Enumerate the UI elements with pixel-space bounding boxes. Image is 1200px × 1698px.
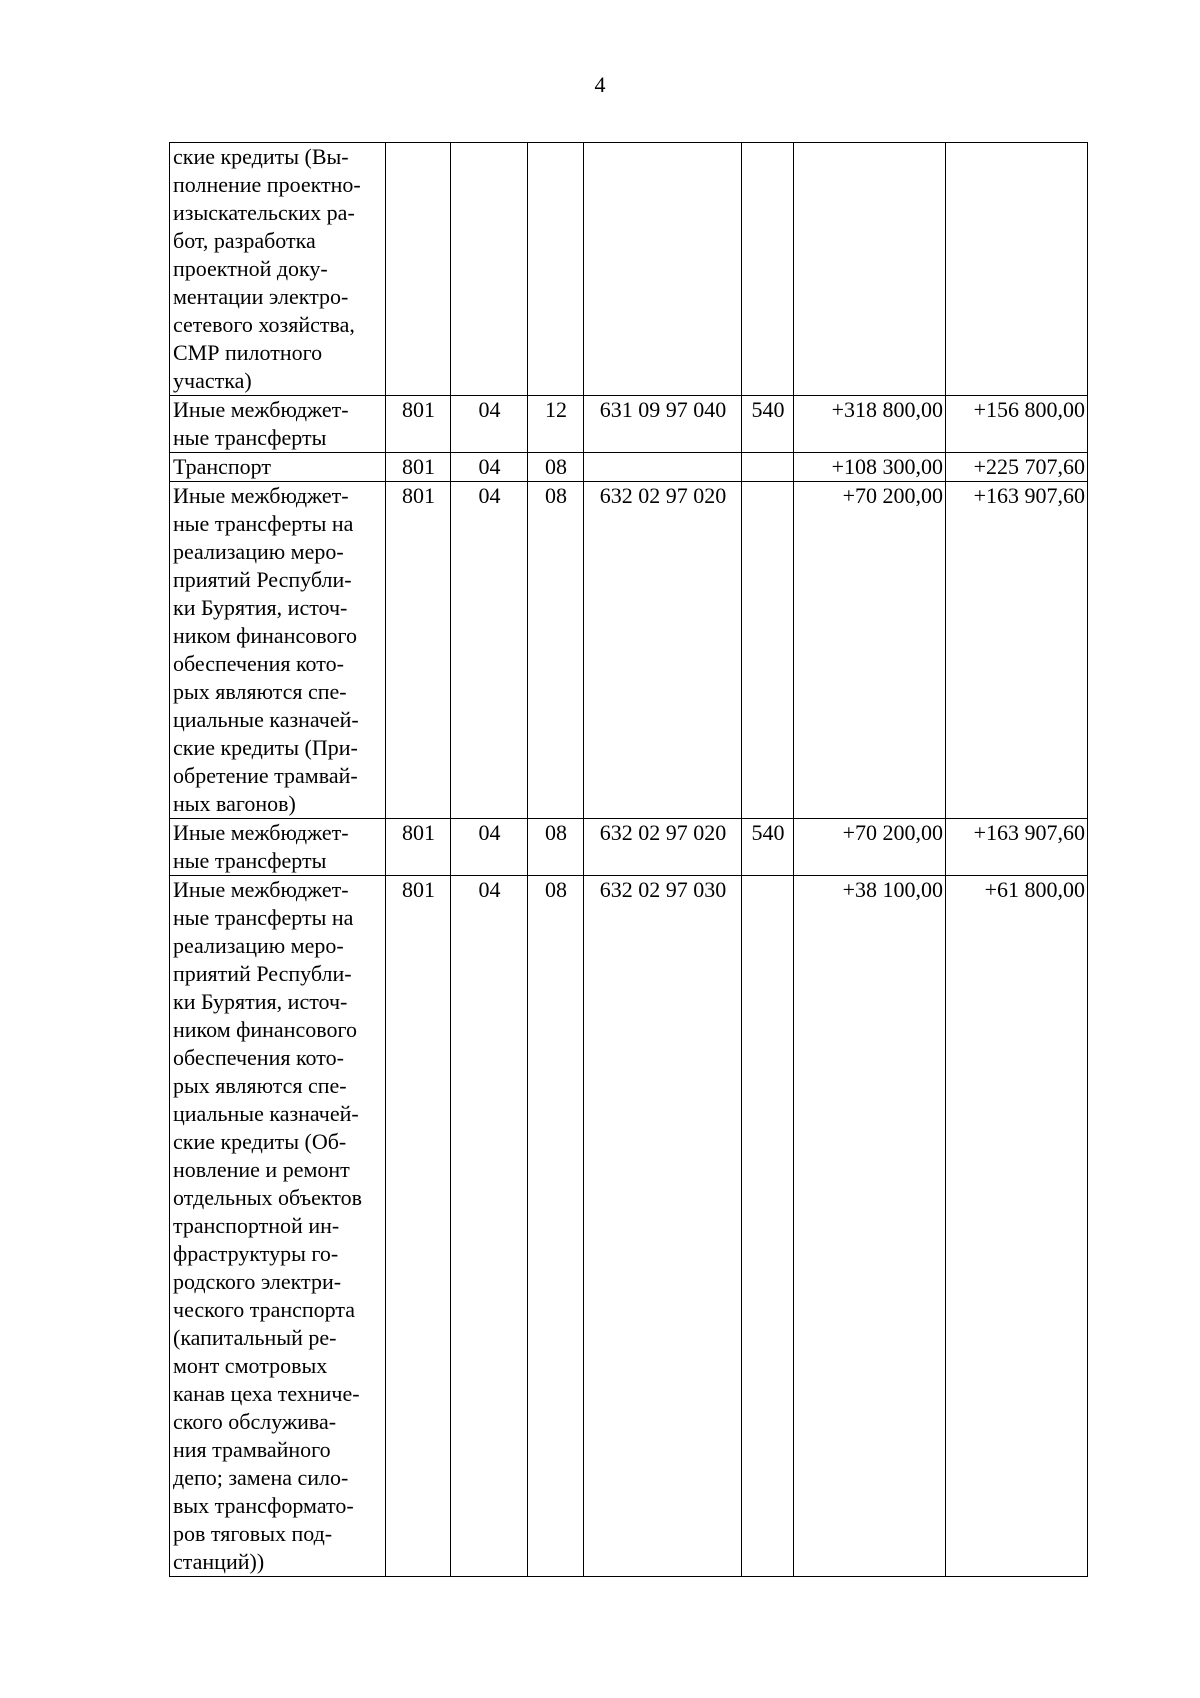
row-rz: 04: [451, 396, 528, 453]
table-row: [170, 396, 1088, 453]
budget-table: [169, 142, 1088, 1577]
row-vr: 540: [742, 396, 794, 453]
row-rz: 04: [451, 819, 528, 876]
row-pr: 12: [528, 396, 584, 453]
row-description: Транспорт: [170, 453, 386, 482]
row-csr: 632 02 97 020: [584, 482, 742, 819]
row-ved: 801: [386, 482, 451, 819]
row-sum-2: +156 800,00: [946, 396, 1088, 453]
row-sum-2: +163 907,60: [946, 482, 1088, 819]
row-sum-1: +318 800,00: [794, 396, 946, 453]
row-sum-1: +70 200,00: [794, 482, 946, 819]
row-ved: 801: [386, 453, 451, 482]
row-ved: 801: [386, 396, 451, 453]
row-description: Иные межбюджет- ные трансферты: [170, 819, 386, 876]
row-description: Иные межбюджет- ные трансферты на реализацию меро- приятий Республи- ки Бурятия, источ- ником финансового обеспечения кото- рых являются спе- циальные казначей- ские кредиты (При- обретение трамвай- ных вагонов): [170, 482, 386, 819]
row-sum-1: +108 300,00: [794, 453, 946, 482]
row-csr: 632 02 97 020: [584, 819, 742, 876]
page-number: 4: [594, 72, 606, 97]
row-rz: [451, 143, 528, 396]
row-description: Иные межбюджет- ные трансферты на реализацию меро- приятий Республи- ки Бурятия, источ- ником финансового обеспечения кото- рых являются спе- циальные казначей- ские кредиты (Об- новление и ремонт отдельных объектов транспортной ин- фраструктуры го- родского электри- ческого транспорта (капитальный ре- монт смотровых канав цеха техниче- ского обслужива- ния трамвайного депо; замена сило- вых трансформато- ров тяговых под- станций)): [170, 876, 386, 1577]
row-ved: 801: [386, 876, 451, 1577]
row-vr: [742, 876, 794, 1577]
table-row: [170, 819, 1088, 876]
row-ved: [386, 143, 451, 396]
row-pr: [528, 143, 584, 396]
row-description: ские кредиты (Вы- полнение проектно- изыскательских ра- бот, разработка проектной доку- ментации электро- сетевого хозяйства, СМР пилотного участка): [170, 143, 386, 396]
row-ved: 801: [386, 819, 451, 876]
row-csr: 631 09 97 040: [584, 396, 742, 453]
row-pr: 08: [528, 482, 584, 819]
row-pr: 08: [528, 453, 584, 482]
row-sum-1: +70 200,00: [794, 819, 946, 876]
row-vr: [742, 482, 794, 819]
row-sum-2: [946, 143, 1088, 396]
row-vr: [742, 453, 794, 482]
row-csr: 632 02 97 030: [584, 876, 742, 1577]
row-sum-1: [794, 143, 946, 396]
row-csr: [584, 453, 742, 482]
table-row: [170, 453, 1088, 482]
row-vr: [742, 143, 794, 396]
row-sum-2: +163 907,60: [946, 819, 1088, 876]
row-sum-1: +38 100,00: [794, 876, 946, 1577]
row-vr: 540: [742, 819, 794, 876]
table-row: [170, 876, 1088, 1577]
row-pr: 08: [528, 819, 584, 876]
row-sum-2: +61 800,00: [946, 876, 1088, 1577]
row-rz: 04: [451, 482, 528, 819]
row-pr: 08: [528, 876, 584, 1577]
row-csr: [584, 143, 742, 396]
row-rz: 04: [451, 453, 528, 482]
row-rz: 04: [451, 876, 528, 1577]
row-sum-2: +225 707,60: [946, 453, 1088, 482]
table-row: [170, 143, 1088, 396]
table-row: [170, 482, 1088, 819]
row-description: Иные межбюджет- ные трансферты: [170, 396, 386, 453]
